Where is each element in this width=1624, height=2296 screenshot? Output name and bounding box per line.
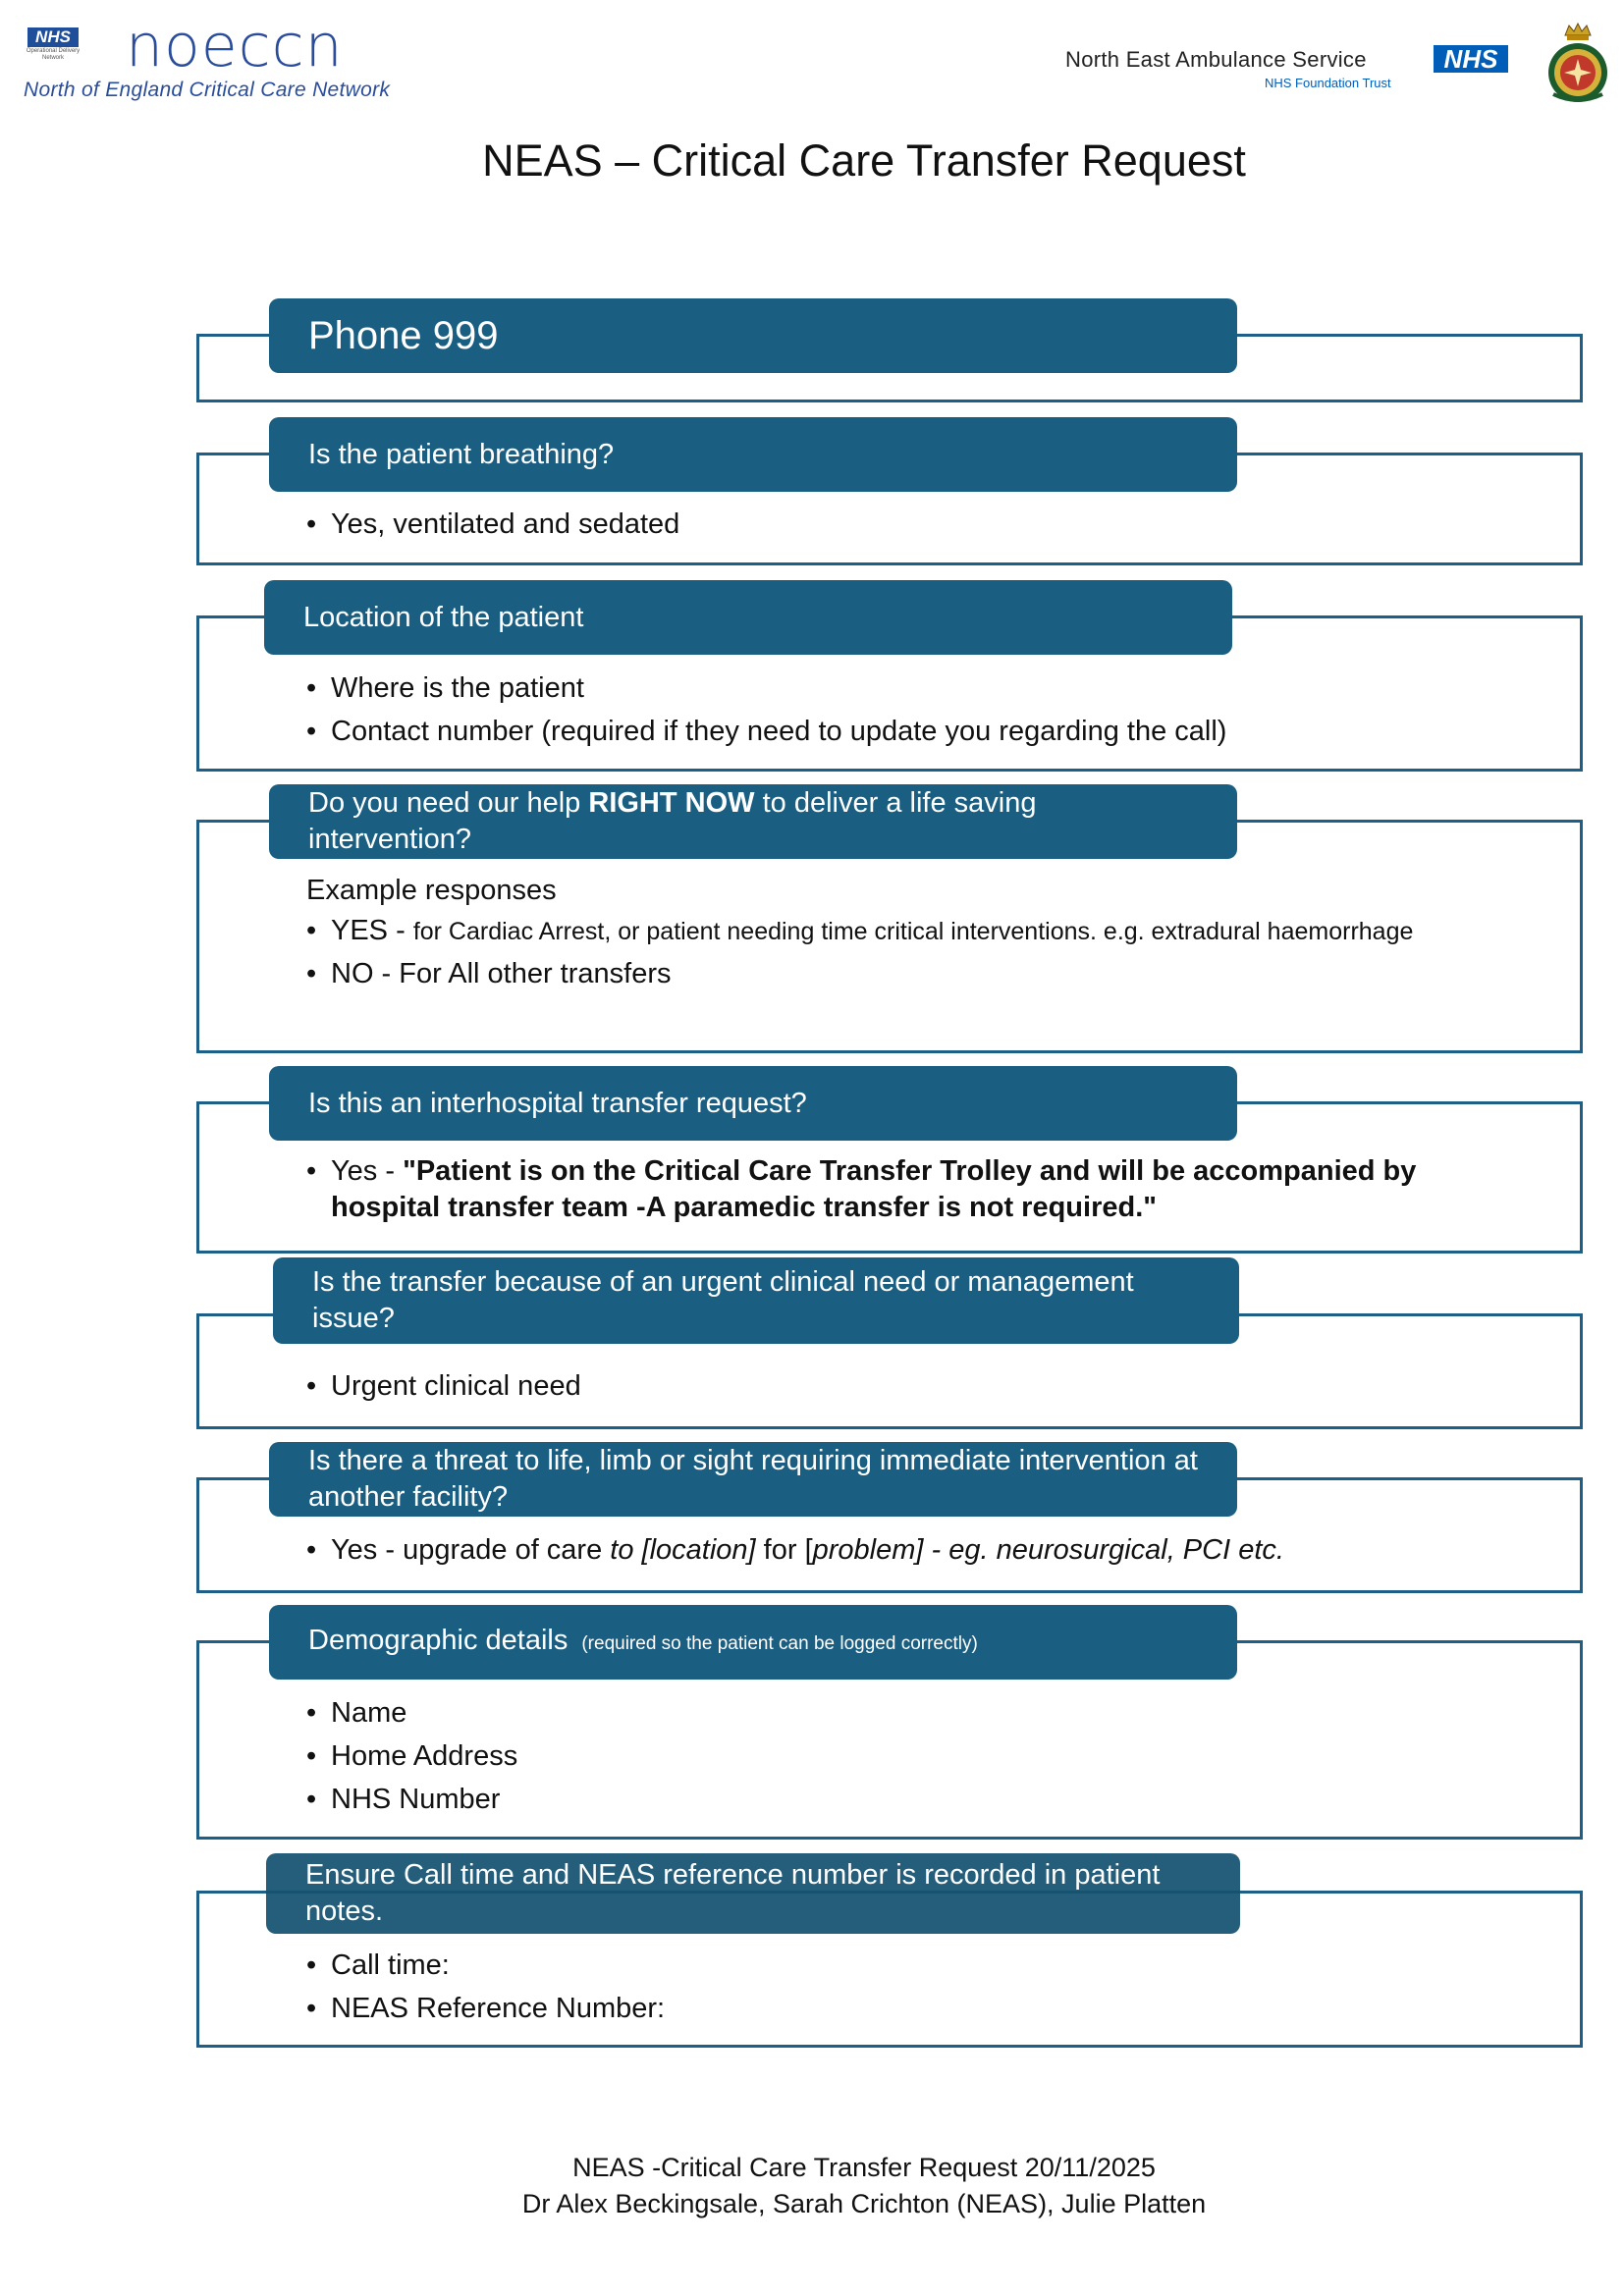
list-item: • Name [306,1691,517,1735]
list-item: • Urgent clinical need [306,1364,581,1408]
step-7-heading: Is there a threat to life, limb or sight requiring immediate intervention at another facility? [269,1442,1237,1517]
neas-trust-name: NHS Foundation Trust [1265,76,1391,90]
footer [0,2150,1624,2222]
list-item: • NEAS Reference Number: [306,1987,665,2030]
list-item: • Yes - upgrade of care to [location] for [problem] - eg. neurosurgical, PCI etc. [306,1528,1284,1572]
step-2-content [306,503,679,546]
list-item: • Yes - "Patient is on the Critical Care Transfer Trolley and will be accompanied by hospital transfer team -A paramedic transfer is not required." [306,1153,1485,1226]
step-7-content [306,1528,1284,1572]
step-4-heading: Do you need our help RIGHT NOW to deliver a life saving intervention? [269,784,1237,859]
neas-nhs-logo: NHS [1434,45,1508,73]
list-item: • NO - For All other transfers [306,955,1485,992]
list-item: • Home Address [306,1735,517,1778]
document-title: NEAS – Critical Care Transfer Request [482,135,1246,186]
step-3-heading: Location of the patient [264,580,1232,655]
step-8-heading: Demographic details (required so the patient can be logged correctly) [269,1605,1237,1680]
noeccn-nhs-logo: NHS [27,27,79,47]
example-intro: Example responses [306,875,557,906]
list-item: • Where is the patient [306,667,1226,710]
step-1-heading: Phone 999 [269,298,1237,373]
step-6-heading: Is the transfer because of an urgent clinical need or management issue? [273,1257,1239,1344]
step-4-content [306,872,1485,992]
step-9-heading: Ensure Call time and NEAS reference number is recorded in patient notes. [266,1853,1240,1934]
list-item: • Contact number (required if they need to update you regarding the call) [306,710,1226,753]
step-9-content [306,1944,665,2030]
list-item: • Yes, ventilated and sedated [306,503,679,546]
step-8-content [306,1691,517,1821]
noeccn-tagline: North of England Critical Care Network [24,79,391,101]
noeccn-wordmark: noeccn [126,12,344,80]
step-2-heading: Is the patient breathing? [269,417,1237,492]
noeccn-subtitle: Operational Delivery Network [26,48,81,61]
step-5-content [306,1153,1485,1226]
step-6-content [306,1364,581,1408]
list-item: • NHS Number [306,1778,517,1821]
ambulance-crest-icon [1545,22,1610,104]
list-item: • Call time: [306,1944,665,1987]
footer-authors: Dr Alex Beckingsale, Sarah Crichton (NEAS), Julie Platten [521,2189,1207,2218]
list-item: • YES - for Cardiac Arrest, or patient needing time critical interventions. e.g. extradural haemorrhage [306,913,1485,949]
neas-name: North East Ambulance Service [1065,47,1367,72]
step-3-content [306,667,1226,753]
step-5-heading: Is this an interhospital transfer request? [269,1066,1237,1141]
footer-title-date: NEAS -Critical Care Transfer Request 20/11/2025 [572,2153,1156,2182]
